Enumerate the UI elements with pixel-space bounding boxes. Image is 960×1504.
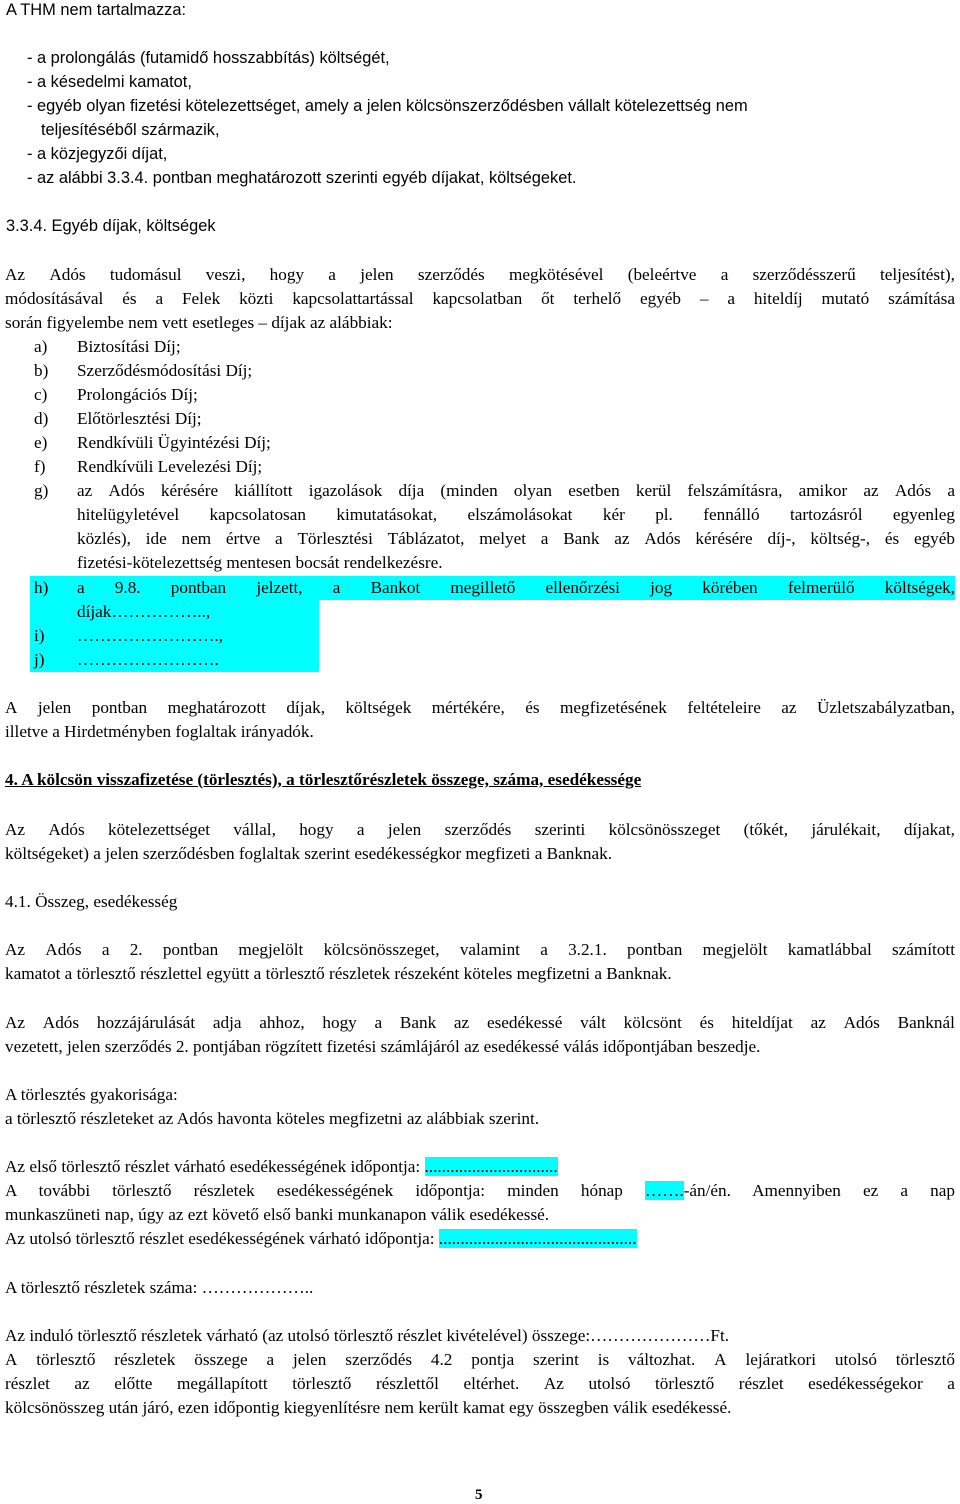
intro-heading: A THM nem tartalmazza: [6,1,187,19]
paragraph-line: Az Adós kötelezettséget vállal, hogy a jelen szerződés szerinti kölcsönösszeget (tőkét, járulékait, díjakat, [5,820,955,839]
paragraph-line: A jelen pontban meghatározott díjak, költségek mértékére, és megfizetésének feltételeire az Üzletszabályzatban, [5,698,955,717]
list-item: - az alábbi 3.3.4. pontban meghatározott szerinti egyéb díjakat, költségeket. [27,169,577,187]
list-item: Rendkívüli Levelezési Díj; [77,457,263,476]
section-heading-334: 3.3.4. Egyéb díjak, költségek [6,217,216,235]
list-marker: g) [34,481,49,500]
paragraph-line: költségeket) a jelen szerződésben foglaltak szerint esedékességkor megfizeti a Banknak. [5,844,613,863]
initial-amount: Az induló törlesztő részletek várható (az utolsó törlesztő részlet kivételével) összege:…………………Ft. [5,1326,730,1345]
list-marker: c) [34,385,48,404]
paragraph-line: Az Adós tudomásul veszi, hogy a jelen szerződés megkötésével (beleértve a szerződésszerű teljesítést), [5,265,955,284]
list-item: Előtörlesztési Díj; [77,409,202,428]
list-item: - a késedelmi kamatot, [27,73,192,91]
list-item-line: közlés), ide nem értve a Törlesztési Táblázatot, melyet a Bank az Adós kérésére díj-, költség-, és egyéb [77,529,955,548]
paragraph-line: Az Adós hozzájárulását adja ahhoz, hogy a Bank az esedékessé vált kölcsönt és hiteldíjat az Adós Banknál [5,1013,955,1032]
paragraph-line: módosításával és a Felek közti kapcsolattartással kapcsolatban őt terhelő egyéb – a hiteldíj mutató számítása [5,289,955,308]
list-marker: h) [34,578,49,597]
list-marker: e) [34,433,48,452]
installment-count: A törlesztő részletek száma: ……………….. [5,1278,314,1297]
list-marker: a) [34,337,48,356]
last-due-line: Az utolsó törlesztő részlet esedékességének várható időpontja: .............................................. [5,1229,637,1248]
list-item: Prolongációs Díj; [77,385,198,404]
paragraph-line: részlet az előtte megállapított törlesztő részlettől eltérhet. Az utolsó törlesztő részlet esedékességekor a [5,1374,955,1393]
list-item-continuation: teljesítéséből származik, [41,121,220,139]
workday-line: munkaszüneti nap, úgy az ezt követő első banki munkanapon válik esedékessé. [5,1205,550,1224]
list-item: ……………………. [77,650,219,669]
list-marker: j) [34,650,45,669]
paragraph-line: során figyelembe nem vett esetleges – díjak az alábbiak: [5,313,393,332]
section-heading-41: 4.1. Összeg, esedékesség [5,892,178,911]
list-marker: i) [34,626,45,645]
section-heading-4: 4. A kölcsön visszafizetése (törlesztés), a törlesztőrészletek összege, száma, esedékessége [5,770,642,789]
frequency-text: a törlesztő részleteket az Adós havonta köteles megfizetni az alábbiak szerint. [5,1109,540,1128]
list-marker: d) [34,409,49,428]
first-due-line: Az első törlesztő részlet várható esedékességének időpontja: ............................... [5,1157,558,1176]
list-item-line: hitelügyletével kapcsolatosan kimutatásokat, elszámolásokat kér pl. fennálló tartozásról egyenleg [77,505,955,524]
list-item-line: díjak…………….., [77,602,211,621]
list-item: ……………………., [77,626,224,645]
list-item: Szerződésmódosítási Díj; [77,361,253,380]
last-due-placeholder: .............................................. [438,1229,637,1248]
list-item-line: az Adós kérésére kiállított igazolások díja (minden olyan esetben kerül felszámításra, amikor az Adós a [77,481,955,500]
further-due-line: A további törlesztő részletek esedékességének időpontja: minden hónap …….-án/én. Amennyiben ez a nap [5,1181,955,1200]
list-marker: b) [34,361,49,380]
frequency-label: A törlesztés gyakorisága: [5,1085,178,1104]
paragraph-line: Az Adós a 2. pontban megjelölt kölcsönösszeget, valamint a 3.2.1. pontban megjelölt kamatlábbal számított [5,940,955,959]
list-marker: f) [34,457,46,476]
list-item-line: fizetési-kötelezettség mentesen bocsát rendelkezésre. [77,553,443,572]
list-item: - a prolongálás (futamidő hosszabbítás) költségét, [27,49,390,67]
further-due-placeholder: ……. [645,1181,684,1200]
paragraph-line: kölcsönösszeg után járó, ezen időpontig kiegyenlítésre nem került kamat egy összegben válik esedékessé. [5,1398,732,1417]
list-item-line: a 9.8. pontban jelzett, a Bankot megillető ellenőrzési jog körében felmerülő költségek, [77,578,955,597]
first-due-placeholder: ............................... [424,1157,558,1176]
paragraph-line: kamatot a törlesztő részlettel együtt a törlesztő részletek részeként köteles megfizetni a Banknak. [5,964,672,983]
paragraph-line: vezetett, jelen szerződés 2. pontjában rögzített fizetési számlájáról az esedékessé válás időpontjában beszedje. [5,1037,761,1056]
paragraph-line: illetve a Hirdetményben foglaltak irányadók. [5,722,314,741]
paragraph-line: A törlesztő részletek összege a jelen szerződés 4.2 pontja szerint is változhat. A lejáratkori utolsó törlesztő [5,1350,955,1369]
list-item: - egyéb olyan fizetési kötelezettséget, amely a jelen kölcsönszerződésben vállalt kötelezettség nem [27,97,748,115]
page-number: 5 [475,1487,483,1503]
list-item: Biztosítási Díj; [77,337,181,356]
list-item: Rendkívüli Ügyintézési Díj; [77,433,271,452]
list-item: - a közjegyzői díjat, [27,145,168,163]
